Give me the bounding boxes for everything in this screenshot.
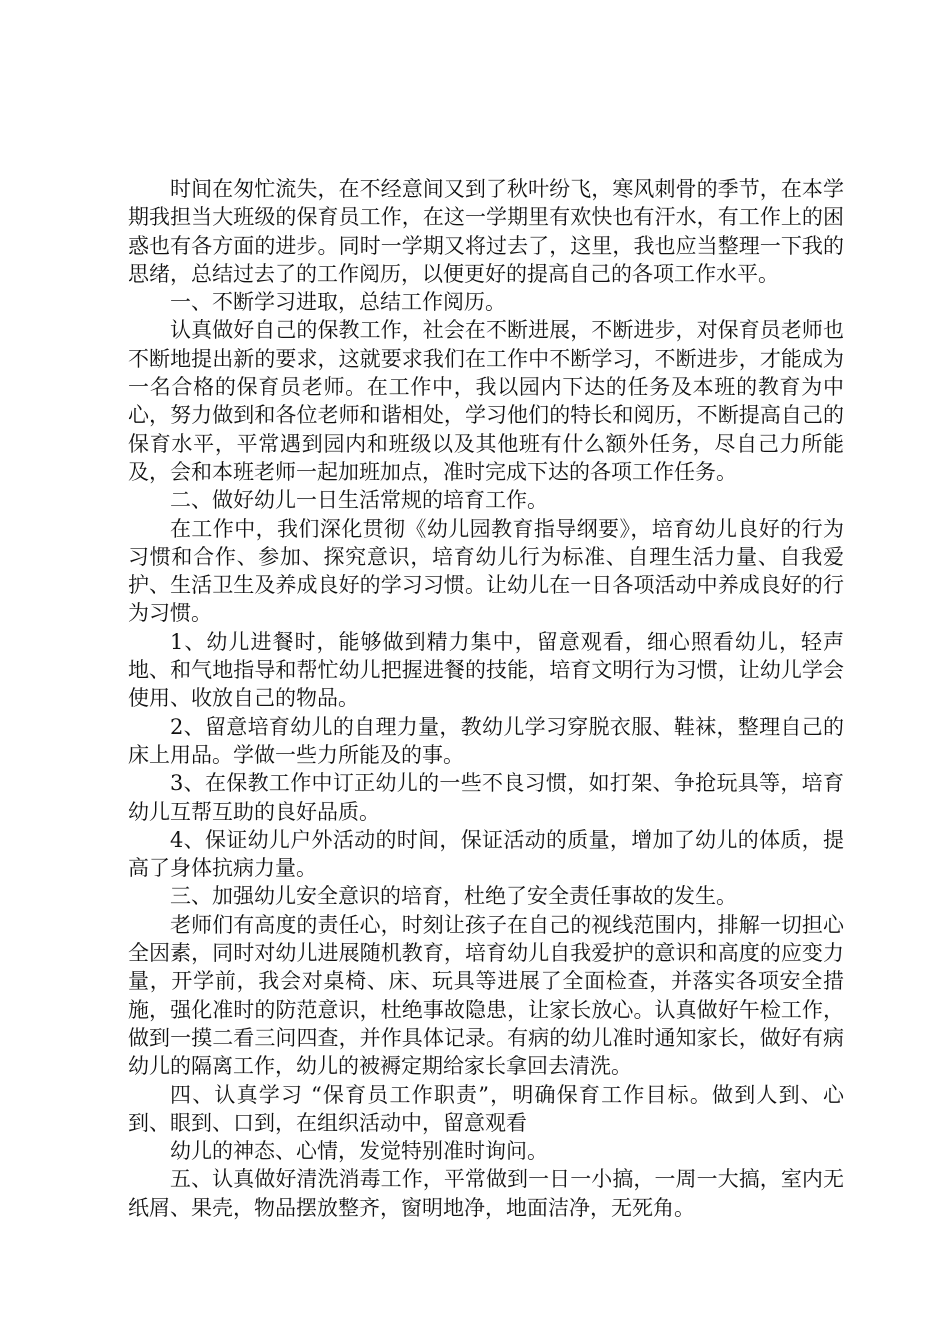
list-item-1: 1、幼儿进餐时，能够做到精力集中，留意观看，细心照看幼儿，轻声地、和气地指导和帮忙幼儿把握进餐的技能，培育文明行为习惯，让幼儿学会使用、收放自己的物品。 — [128, 629, 844, 711]
list-item-3: 3、在保教工作中订正幼儿的一些不良习惯，如打架、争抢玩具等，培育幼儿互帮互助的良好品质。 — [128, 771, 844, 824]
list-item-2: 2、留意培育幼儿的自理力量，教幼儿学习穿脱衣服、鞋袜，整理自己的床上用品。学做一些力所能及的事。 — [128, 714, 844, 767]
paragraph-intro: 时间在匆忙流失，在不经意间又到了秋叶纷飞，寒风刺骨的季节，在本学期我担当大班级的保育员工作，在这一学期里有欢快也有汗水，有工作上的困惑也有各方面的进步。同时一学期又将过去了，这里，我也应当整理一下我的思绪，总结过去了的工作阅历，以便更好的提高自己的各项工作水平。 — [128, 177, 844, 286]
section-heading-1: 一、不断学习进取，总结工作阅历。 — [170, 290, 506, 315]
document-body — [128, 175, 844, 1222]
paragraph-section-2: 在工作中，我们深化贯彻《幼儿园教育指导纲要》，培育幼儿良好的行为习惯和合作、参加、探究意识，培育幼儿行为标准、自理生活力量、自我爱护、生活卫生及养成良好的学习习惯。让幼儿在一日各项活动中养成良好的行为习惯。 — [128, 516, 844, 626]
paragraph-section-1: 认真做好自己的保教工作，社会在不断进展，不断进步，对保育员老师也不断地提出新的要求，这就要求我们在工作中不断学习，不断进步，才能成为一名合格的保育员老师。在工作中，我以园内下达的任务及本班的教育为中心，努力做到和各位老师和谐相处，学习他们的特长和阅历，不断提高自己的保育水平，平常遇到园内和班级以及其他班有什么额外任务，尽自己力所能及，会和本班老师一起加班加点，准时完成下达的各项工作任务。 — [128, 318, 844, 484]
section-heading-2: 二、做好幼儿一日生活常规的培育工作。 — [170, 488, 548, 513]
section-heading-3: 三、加强幼儿安全意识的培育，杜绝了安全责任事故的发生。 — [170, 884, 737, 909]
paragraph-section-4: 幼儿的神态、心情，发觉特别准时询问。 — [170, 1139, 548, 1164]
section-heading-5: 五、认真做好清洗消毒工作，平常做到一日一小搞，一周一大搞，室内无纸屑、果壳，物品摆放整齐，窗明地净，地面洁净，无死角。 — [128, 1167, 844, 1220]
list-item-4: 4、保证幼儿户外活动的时间，保证活动的质量，增加了幼儿的体质，提高了身体抗病力量。 — [128, 827, 844, 881]
section-heading-4: 四、认真学习 “保育员工作职责”，明确保育工作目标。做到人到、心到、眼到、口到，在组织活动中，留意观看 — [128, 1082, 844, 1135]
paragraph-section-3: 老师们有高度的责任心，时刻让孩子在自己的视线范围内，排解一切担心全因素，同时对幼儿进展随机教育，培育幼儿自我爱护的意识和高度的应变力量，开学前，我会对桌椅、床、玩具等进展了全面检查，并落实各项安全措施，强化准时的防范意识，杜绝事故隐患，让家长放心。认真做好午检工作，做到一摸二看三问四查，并作具体记录。有病的幼儿准时通知家长，做好有病幼儿的隔离工作，幼儿的被褥定期给家长拿回去清洗。 — [128, 912, 844, 1079]
